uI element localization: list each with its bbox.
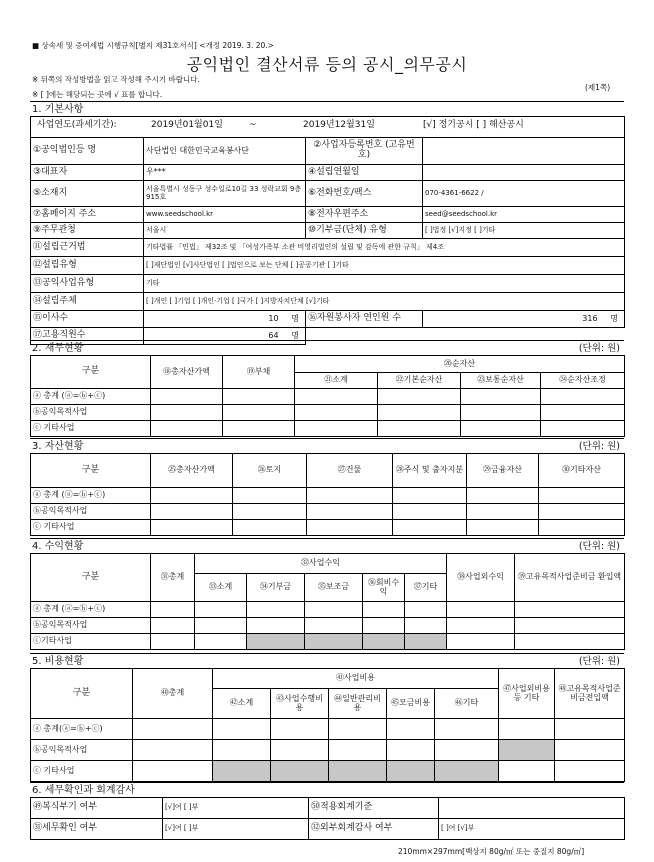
expense-row-public: ⓑ공익목적사업 [31, 740, 133, 761]
assets-row-total: ⓐ 총계 (ⓐ=ⓑ+ⓒ) [31, 488, 151, 504]
employees-value: 64 [268, 330, 279, 340]
type-label: ⑫설립유형 [31, 257, 144, 275]
fiscal-label: 사업연도(과세기간): [37, 120, 117, 130]
tax-check-value: [√]여 [ ]부 [163, 819, 309, 840]
finance-row-other: ⓒ 기타사업 [31, 421, 151, 437]
tax-audit-table [30, 797, 625, 840]
founder-value: [ ]개인 [ ]기업 [ ]개인·기업 [ ]국가 [ ]지방자치단체 [√]기타 [144, 293, 625, 311]
donation-label: ⑩기부금(단체) 유형 [306, 223, 423, 239]
finance-net-assets: ⑳순자산 [295, 356, 625, 373]
authority-label: ⑨주무관청 [31, 223, 144, 239]
directors-value: 10 [268, 313, 279, 323]
finance-row-total: ⓐ 총계 (ⓐ=ⓑ+ⓒ) [31, 389, 151, 405]
income-other: ㊲기타 [405, 574, 447, 602]
fiscal-end: 2019년12월31일 [303, 120, 375, 130]
rep-label: ③대표자 [31, 165, 144, 181]
expense-gubun: 구분 [31, 669, 133, 719]
name-label: ①공익법인등 명 [31, 138, 144, 165]
income-row-total: ⓐ 총계 (ⓐ=ⓑ+ⓒ) [31, 602, 151, 618]
assets-table [30, 453, 625, 536]
directors-value-cell [144, 311, 306, 328]
expense-biz: ㊶사업비용 [213, 669, 499, 689]
finance-row-public: ⓑ공익목적사업 [31, 405, 151, 421]
email-value: seed@seedschool.kr [423, 207, 625, 223]
tax-check-label: ㉛세무확인 여부 [31, 819, 163, 840]
expense-exec: ㊸사업수행비용 [271, 689, 329, 719]
income-gubun: 구분 [31, 554, 151, 602]
accounting-value [439, 798, 625, 819]
name-value: 사단법인 대한민국교육봉사단 [144, 138, 306, 165]
income-subsidy: ㉟보조금 [305, 574, 363, 602]
email-label: ⑧전자우편주소 [306, 207, 423, 223]
expense-table [30, 668, 625, 782]
expense-general: ㊹일반관리비용 [329, 689, 387, 719]
volunteers-label: ⑯자원봉사자 연인원 수 [306, 311, 423, 328]
instruction-note: ※ 뒤쪽의 작성방법을 읽고 작성해 주시기 바랍니다. [32, 75, 200, 84]
income-table [30, 553, 625, 650]
basis-value: 기타법률 「민법」 제32조 및 「여성가족부 소관 비영리법인의 설립 및 감독에 관한 규칙」 제4조 [144, 239, 625, 257]
assets-row-public: ⓑ공익목적사업 [31, 504, 151, 520]
homepage-label: ⑦홈페이지 주소 [31, 207, 144, 223]
expense-subtotal: ㊷소계 [213, 689, 271, 719]
biztype-label: ⑬공익사업유형 [31, 275, 144, 293]
founder-label: ⑭설립주체 [31, 293, 144, 311]
audit-value: [ ]여 [√]부 [439, 819, 625, 840]
phone-label: ⑥전화번호/팩스 [306, 181, 423, 207]
bookkeeping-value: [√]여 [ ]부 [163, 798, 309, 819]
expense-fund: ㊺모금비용 [387, 689, 435, 719]
section-finance-title: 2. 재무현황 (단위: 원) [30, 340, 624, 355]
income-fees: ㊱회비수익 [363, 574, 405, 602]
finance-normal: ㉓보통순자산 [461, 373, 541, 389]
income-row-public: ⓑ공익목적사업 [31, 618, 151, 634]
finance-total-assets: ⑱총자산가액 [151, 356, 223, 389]
basis-label: ⑪설립근거법 [31, 239, 144, 257]
checkbox-note: ※ [ ]에는 해당되는 곳에 √ 표를 합니다. [32, 90, 163, 99]
finance-unit: (단위: 원) [578, 343, 620, 354]
income-total: ㉛총계 [151, 554, 195, 602]
assets-financial: ㉙금융자산 [467, 454, 539, 488]
authority-value: 서울시 [144, 223, 306, 239]
basic-info-table [30, 116, 625, 345]
address-value: 서울특별시 성동구 성수일로10길 33 성락교회 9층 915호 [144, 181, 306, 207]
finance-adjust: ㉔순자산조정 [541, 373, 625, 389]
directors-label: ⑮이사수 [31, 311, 144, 328]
assets-total: ㉕총자산가액 [151, 454, 233, 488]
disclosure-type: [√] 정기공시 [ ] 해산공시 [423, 120, 524, 130]
address-label: ⑤소재지 [31, 181, 144, 207]
finance-liabilities: ⑲부채 [223, 356, 295, 389]
directors-unit: 명 [291, 313, 299, 323]
finance-subtotal: ㉑소계 [295, 373, 378, 389]
expense-row-total: ⓐ 총계(ⓐ=ⓑ+ⓒ) [31, 719, 133, 740]
expense-other: ㊻기타 [435, 689, 499, 719]
income-subtotal: ㉝소계 [195, 574, 247, 602]
founded-label: ④설립연월일 [306, 165, 423, 181]
fiscal-start: 2019년01월01일 [151, 120, 223, 130]
homepage-value: www.seedschool.kr [144, 207, 306, 223]
finance-gubun: 구분 [31, 356, 151, 389]
biztype-value: 기타 [144, 275, 625, 293]
bizno-label: ②사업자등록번호 (고유번호) [306, 138, 423, 165]
assets-other: ㉚기타자산 [539, 454, 625, 488]
volunteers-value: 316 [582, 313, 598, 323]
income-nonbiz: ㊳사업외수익 [447, 554, 515, 602]
income-donation: ㉞기부금 [247, 574, 305, 602]
section-basic-info-title: 1. 기본사항 [30, 101, 624, 116]
regulation-note: ■ 상속세 및 증여세법 시행규칙[별지 제31호서식] <개정 2019. 3. 20.> [32, 41, 274, 50]
form-title: 공익법인 결산서류 등의 공시_의무공시 [186, 55, 468, 74]
volunteers-unit: 명 [610, 313, 618, 323]
audit-label: ㉜외부회계감사 여부 [309, 819, 439, 840]
assets-stock: ㉘주식 및 출자지분 [393, 454, 467, 488]
assets-gubun: 구분 [31, 454, 151, 488]
bizno-value [423, 138, 625, 165]
expense-row-other: ⓒ 기타사업 [31, 761, 133, 782]
phone-value: 070-4361-6622 / [423, 181, 625, 207]
assets-unit: (단위: 원) [578, 441, 620, 452]
finance-basic: ㉒기본순자산 [378, 373, 461, 389]
founded-value [423, 165, 625, 181]
fiscal-dash: ~ [249, 120, 257, 130]
assets-row-other: ⓒ 기타사업 [31, 520, 151, 536]
section-tax-audit-title: 6. 세무확인과 회계감사 [30, 782, 624, 797]
section-income-title: 4. 수익현황 (단위: 원) [30, 538, 624, 553]
expense-total: ㊵총계 [133, 669, 213, 719]
income-row-other: ⓒ기타사업 [31, 634, 151, 650]
assets-land: ㉖토지 [233, 454, 307, 488]
expense-unit: (단위: 원) [578, 656, 620, 667]
section-assets-title: 3. 자산현황 (단위: 원) [30, 438, 624, 453]
bookkeeping-label: ㊾복식부기 여부 [31, 798, 163, 819]
volunteers-value-cell [423, 311, 625, 328]
donation-value: [ ]법정 [√]지정 [ ]기타 [423, 223, 625, 239]
page-number: (제1쪽) [585, 83, 611, 92]
paper-size-footer: 210mm×297mm[백상지 80g/㎡ 또는 중질지 80g/㎡] [398, 847, 585, 856]
finance-table [30, 355, 625, 437]
income-reserve: ㊴고유목적사업준비금 환입액 [515, 554, 625, 602]
assets-building: ㉗건물 [307, 454, 393, 488]
employees-label: ⑰고용직원수 [31, 328, 144, 345]
type-value: [ ]재단법인 [√]사단법인 [ ]법인으로 보는 단체 [ ]공공기관 [ ]기타 [144, 257, 625, 275]
expense-reserve: ㊽고유목적사업준비금전입액 [555, 669, 625, 719]
rep-value: 우*** [144, 165, 306, 181]
income-biz: ㉜사업수익 [195, 554, 447, 574]
income-unit: (단위: 원) [578, 541, 620, 552]
expense-nonbiz: ㊼사업외비용 등 기타 [499, 669, 555, 719]
section-expense-title: 5. 비용현황 (단위: 원) [30, 653, 624, 668]
employees-unit: 명 [291, 330, 299, 340]
fiscal-period-row [31, 117, 625, 138]
accounting-label: ㊿적용회계기준 [309, 798, 439, 819]
